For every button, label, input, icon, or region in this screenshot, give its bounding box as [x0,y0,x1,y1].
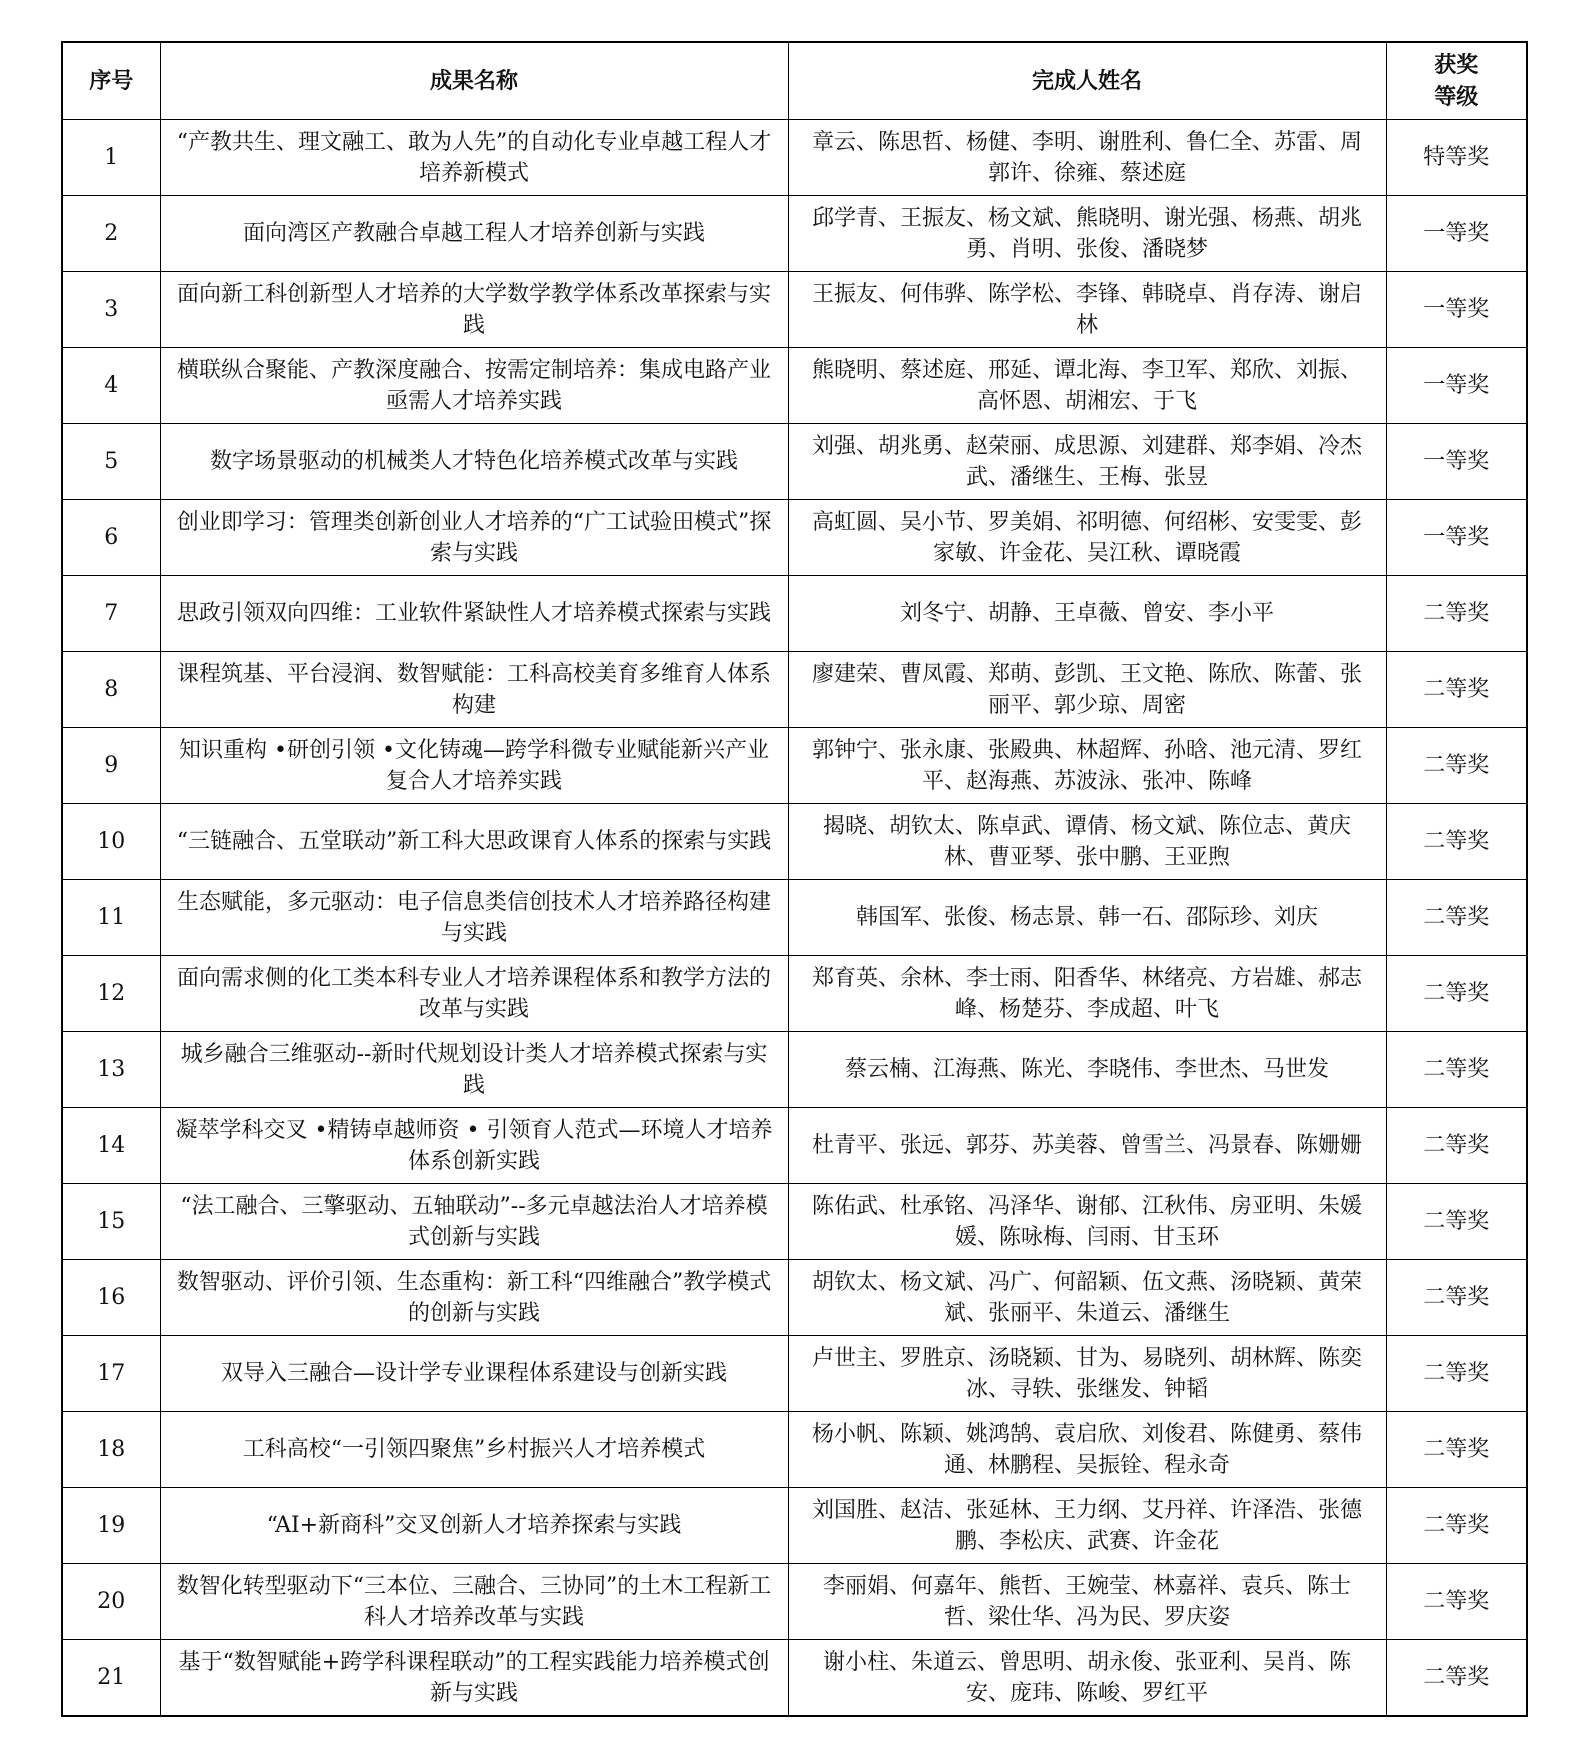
row-award-level: 一等奖 [1386,196,1527,272]
row-award-level: 二等奖 [1386,880,1527,956]
row-completer-names: 胡钦太、杨文斌、冯广、何韶颖、伍文燕、汤晓颖、黄荣斌、张丽平、朱道云、潘继生 [788,1260,1386,1336]
table-row [62,196,1527,272]
row-completer-names: 李丽娟、何嘉年、熊哲、王婉莹、林嘉祥、袁兵、陈士哲、梁仕华、冯为民、罗庆姿 [788,1564,1386,1640]
row-achievement-name: 面向新工科创新型人才培养的大学数学教学体系改革探索与实践 [160,272,788,348]
row-serial-number: 9 [62,728,160,804]
row-achievement-name: 知识重构 •研创引领 •文化铸魂—跨学科微专业赋能新兴产业复合人才培养实践 [160,728,788,804]
row-completer-names: 高虹圆、吴小节、罗美娟、祁明德、何绍彬、安雯雯、彭家敏、许金花、吴江秋、谭晓霞 [788,500,1386,576]
table-row [62,424,1527,500]
row-achievement-name: 数字场景驱动的机械类人才特色化培养模式改革与实践 [160,424,788,500]
header-row [62,42,1527,120]
table-row [62,272,1527,348]
row-award-level: 二等奖 [1386,1260,1527,1336]
row-completer-names: 韩国军、张俊、杨志景、韩一石、邵际珍、刘庆 [788,880,1386,956]
row-achievement-name: 数智化转型驱动下“三本位、三融合、三协同”的土木工程新工科人才培养改革与实践 [160,1564,788,1640]
row-completer-names: 杜青平、张远、郭芬、苏美蓉、曾雪兰、冯景春、陈姗姗 [788,1108,1386,1184]
row-achievement-name: 课程筑基、平台浸润、数智赋能：工科高校美育多维育人体系构建 [160,652,788,728]
table-row [62,1336,1527,1412]
row-achievement-name: 生态赋能，多元驱动：电子信息类信创技术人才培养路径构建与实践 [160,880,788,956]
row-award-level: 一等奖 [1386,424,1527,500]
table-row [62,956,1527,1032]
row-achievement-name: 工科高校“一引领四聚焦”乡村振兴人才培养模式 [160,1412,788,1488]
row-completer-names: 陈佑武、杜承铭、冯泽华、谢郁、江秋伟、房亚明、朱媛媛、陈咏梅、闫雨、甘玉环 [788,1184,1386,1260]
table-row [62,348,1527,424]
row-serial-number: 6 [62,500,160,576]
row-achievement-name: 面向需求侧的化工类本科专业人才培养课程体系和教学方法的改革与实践 [160,956,788,1032]
row-completer-names: 郑育英、余林、李士雨、阳香华、林绪亮、方岩雄、郝志峰、杨楚芬、李成超、叶飞 [788,956,1386,1032]
row-completer-names: 郭钟宁、张永康、张殿典、林超辉、孙晗、池元清、罗红平、赵海燕、苏波泳、张冲、陈峰 [788,728,1386,804]
table-row [62,1184,1527,1260]
row-completer-names: 邱学青、王振友、杨文斌、熊晓明、谢光强、杨燕、胡兆勇、肖明、张俊、潘晓梦 [788,196,1386,272]
row-achievement-name: “产教共生、理文融工、敢为人先”的自动化专业卓越工程人才培养新模式 [160,120,788,196]
row-award-level: 二等奖 [1386,652,1527,728]
table-row [62,500,1527,576]
document-page [61,41,1526,1717]
header-serial-number: 序号 [62,42,160,120]
header-award-level-line2: 等级 [1434,84,1479,110]
row-achievement-name: “三链融合、五堂联动”新工科大思政课育人体系的探索与实践 [160,804,788,880]
row-achievement-name: 凝萃学科交叉 •精铸卓越师资 • 引领育人范式—环境人才培养体系创新实践 [160,1108,788,1184]
table-row [62,120,1527,196]
row-serial-number: 20 [62,1564,160,1640]
row-award-level: 一等奖 [1386,272,1527,348]
row-award-level: 特等奖 [1386,120,1527,196]
row-serial-number: 7 [62,576,160,652]
table-body [62,120,1527,1717]
row-completer-names: 卢世主、罗胜京、汤晓颖、甘为、易晓列、胡林辉、陈奕冰、寻轶、张继发、钟韬 [788,1336,1386,1412]
row-completer-names: 刘国胜、赵洁、张延林、王力纲、艾丹祥、许泽浩、张德鹏、李松庆、武赛、许金花 [788,1488,1386,1564]
header-award-level-line1: 获奖 [1434,52,1479,78]
row-serial-number: 2 [62,196,160,272]
table-row [62,652,1527,728]
row-serial-number: 18 [62,1412,160,1488]
row-serial-number: 15 [62,1184,160,1260]
table-row [62,1260,1527,1336]
row-completer-names: 刘强、胡兆勇、赵荣丽、成思源、刘建群、郑李娟、冷杰武、潘继生、王梅、张昱 [788,424,1386,500]
row-serial-number: 19 [62,1488,160,1564]
row-serial-number: 10 [62,804,160,880]
row-award-level: 一等奖 [1386,500,1527,576]
row-award-level: 二等奖 [1386,1336,1527,1412]
row-award-level: 二等奖 [1386,1564,1527,1640]
row-serial-number: 17 [62,1336,160,1412]
row-completer-names: 谢小柱、朱道云、曾思明、胡永俊、张亚利、吴肖、陈安、庞玮、陈峻、罗红平 [788,1640,1386,1717]
row-completer-names: 杨小帆、陈颖、姚鸿鹄、袁启欣、刘俊君、陈健勇、蔡伟通、林鹏程、吴振铨、程永奇 [788,1412,1386,1488]
header-award-level [1386,42,1527,120]
table-row [62,1564,1527,1640]
row-award-level: 二等奖 [1386,1032,1527,1108]
row-completer-names: 廖建荣、曹凤霞、郑萌、彭凯、王文艳、陈欣、陈蕾、张丽平、郭少琼、周密 [788,652,1386,728]
row-serial-number: 8 [62,652,160,728]
table-row [62,880,1527,956]
row-achievement-name: 横联纵合聚能、产教深度融合、按需定制培养：集成电路产业亟需人才培养实践 [160,348,788,424]
table-row [62,1640,1527,1717]
row-serial-number: 16 [62,1260,160,1336]
row-award-level: 二等奖 [1386,1412,1527,1488]
row-completer-names: 熊晓明、蔡述庭、邢延、谭北海、李卫军、郑欣、刘振、高怀恩、胡湘宏、于飞 [788,348,1386,424]
row-award-level: 二等奖 [1386,1488,1527,1564]
row-achievement-name: 创业即学习：管理类创新创业人才培养的“广工试验田模式”探索与实践 [160,500,788,576]
row-completer-names: 蔡云楠、江海燕、陈光、李晓伟、李世杰、马世发 [788,1032,1386,1108]
row-completer-names: 章云、陈思哲、杨健、李明、谢胜利、鲁仁全、苏雷、周郭许、徐雍、蔡述庭 [788,120,1386,196]
row-achievement-name: 城乡融合三维驱动--新时代规划设计类人才培养模式探索与实践 [160,1032,788,1108]
row-award-level: 二等奖 [1386,956,1527,1032]
row-award-level: 二等奖 [1386,1184,1527,1260]
table-row [62,1108,1527,1184]
row-achievement-name: 基于“数智赋能+跨学科课程联动”的工程实践能力培养模式创新与实践 [160,1640,788,1717]
table-row [62,1488,1527,1564]
table-header [62,42,1527,120]
header-achievement-name: 成果名称 [160,42,788,120]
row-serial-number: 1 [62,120,160,196]
table-row [62,804,1527,880]
row-serial-number: 4 [62,348,160,424]
awards-table [61,41,1528,1717]
row-achievement-name: 双导入三融合—设计学专业课程体系建设与创新实践 [160,1336,788,1412]
row-achievement-name: 面向湾区产教融合卓越工程人才培养创新与实践 [160,196,788,272]
table-row [62,576,1527,652]
row-completer-names: 揭晓、胡钦太、陈卓武、谭倩、杨文斌、陈位志、黄庆林、曹亚琴、张中鹏、王亚煦 [788,804,1386,880]
table-row [62,728,1527,804]
row-serial-number: 12 [62,956,160,1032]
header-completer-names: 完成人姓名 [788,42,1386,120]
row-award-level: 二等奖 [1386,576,1527,652]
row-serial-number: 21 [62,1640,160,1717]
row-award-level: 一等奖 [1386,348,1527,424]
row-award-level: 二等奖 [1386,1640,1527,1717]
row-serial-number: 13 [62,1032,160,1108]
row-award-level: 二等奖 [1386,728,1527,804]
row-completer-names: 刘冬宁、胡静、王卓薇、曾安、李小平 [788,576,1386,652]
row-achievement-name: “法工融合、三擎驱动、五轴联动”--多元卓越法治人才培养模式创新与实践 [160,1184,788,1260]
row-serial-number: 14 [62,1108,160,1184]
table-row [62,1412,1527,1488]
row-achievement-name: “AI+新商科”交叉创新人才培养探索与实践 [160,1488,788,1564]
row-serial-number: 3 [62,272,160,348]
row-achievement-name: 思政引领双向四维：工业软件紧缺性人才培养模式探索与实践 [160,576,788,652]
table-row [62,1032,1527,1108]
row-completer-names: 王振友、何伟骅、陈学松、李锋、韩晓卓、肖存涛、谢启林 [788,272,1386,348]
row-award-level: 二等奖 [1386,804,1527,880]
row-achievement-name: 数智驱动、评价引领、生态重构：新工科“四维融合”教学模式的创新与实践 [160,1260,788,1336]
row-serial-number: 11 [62,880,160,956]
row-serial-number: 5 [62,424,160,500]
row-award-level: 二等奖 [1386,1108,1527,1184]
